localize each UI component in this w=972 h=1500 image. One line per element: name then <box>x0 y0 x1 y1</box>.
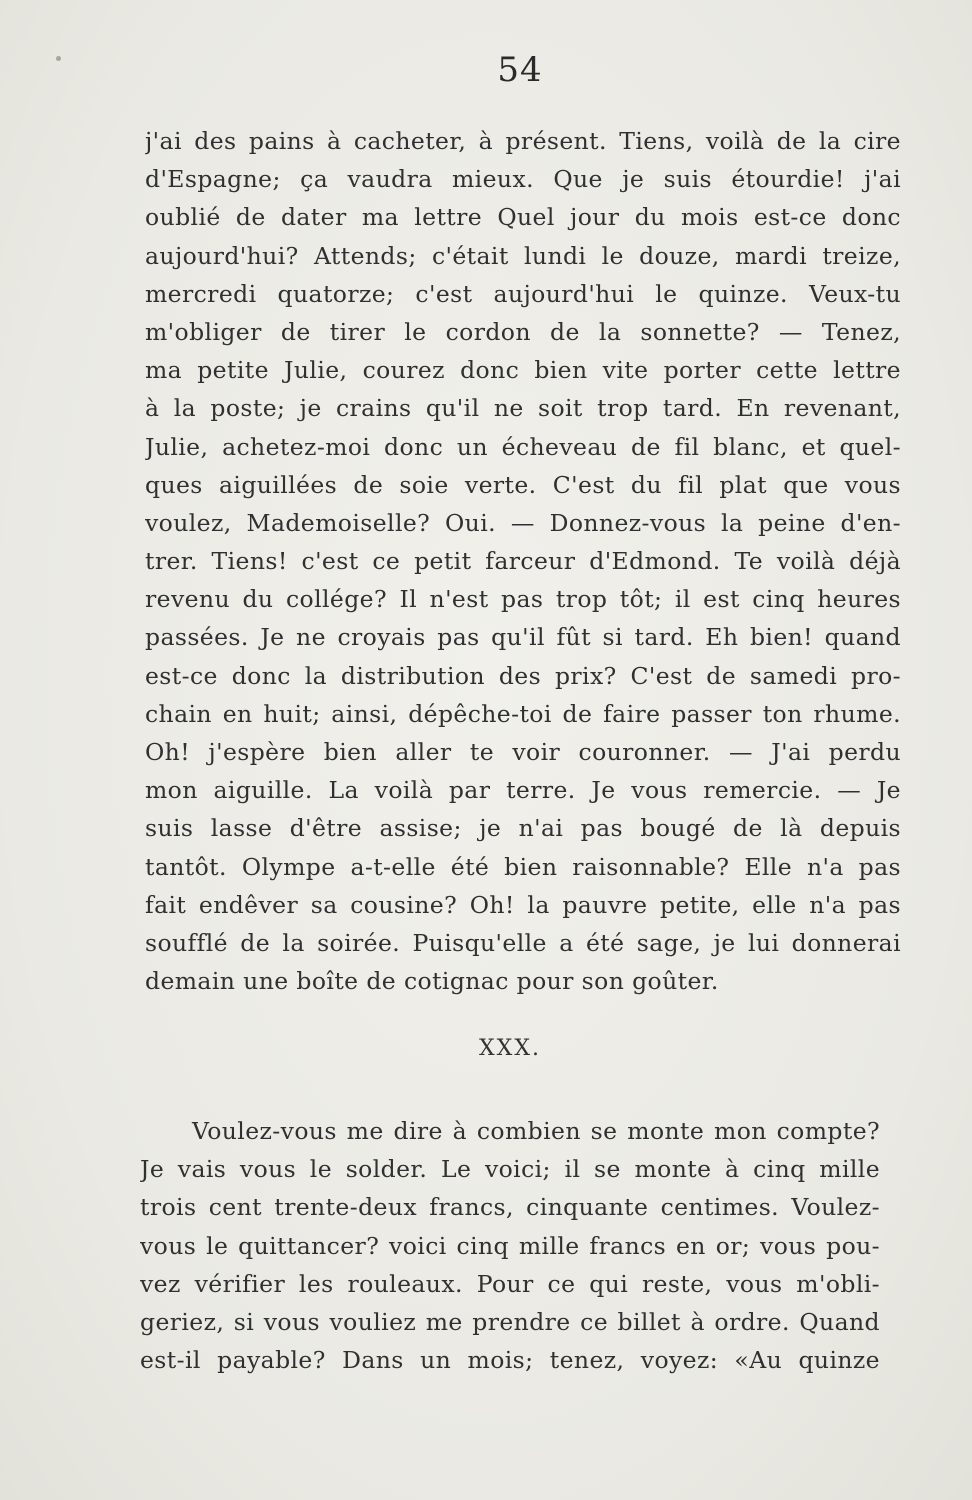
text-line: j'ai des pains à cacheter, à présent. Tiens, voilà de la cire <box>145 127 901 155</box>
text-line: demain une boîte de cotignac pour son goûter. <box>145 967 719 996</box>
text-line: passées. Je ne croyais pas qu'il fût si tard. Eh bien! quand <box>145 623 901 652</box>
text-line: ques aiguillées de soie verte. C'est du fil plat que vous <box>145 470 901 499</box>
text-line: Voulez-vous me dire à combien se monte mon compte? <box>192 1117 880 1145</box>
text-line: m'obliger de tirer le cordon de la sonnette? — Tenez, <box>145 317 901 346</box>
text-line: est-ce donc la distribution des prix? C'est de samedi pro- <box>145 661 901 690</box>
page-number: 54 <box>497 50 543 90</box>
text-line: chain en huit; ainsi, dépêche-toi de faire passer ton rhume. <box>145 699 901 728</box>
text-line: suis lasse d'être assise; je n'ai pas bougé de là depuis <box>145 814 901 843</box>
text-line: mercredi quatorze; c'est aujourd'hui le quinze. Veux-tu <box>145 279 901 308</box>
text-line: geriez, si vous vouliez me prendre ce billet à ordre. Quand <box>140 1307 880 1336</box>
text-line: est-il payable? Dans un mois; tenez, voyez: «Au quinze <box>140 1346 880 1375</box>
text-line: aujourd'hui? Attends; c'était lundi le douze, mardi treize, <box>145 241 901 270</box>
text-line: tantôt. Olympe a-t-elle été bien raisonnable? Elle n'a pas <box>145 852 901 881</box>
text-line: Oh! j'espère bien aller te voir couronner. — J'ai perdu <box>145 738 901 766</box>
text-line: d'Espagne; ça vaudra mieux. Que je suis étourdie! j'ai <box>145 165 901 194</box>
text-line: vous le quittancer? voici cinq mille francs en or; vous pou- <box>140 1231 880 1260</box>
text-line: à la poste; je crains qu'il ne soit trop tard. En revenant, <box>145 394 901 423</box>
text-line: trer. Tiens! c'est ce petit farceur d'Edmond. Te voilà déjà <box>145 547 901 576</box>
text-line: Je vais vous le solder. Le voici; il se monte à cinq mille <box>140 1155 880 1184</box>
paragraph-continued <box>145 122 901 1000</box>
text-line: revenu du collége? Il n'est pas trop tôt; il est cinq heures <box>145 585 901 614</box>
text-line: Julie, achetez-moi donc un écheveau de fil blanc, et quel- <box>145 432 901 461</box>
text-line: oublié de dater ma lettre Quel jour du mois est-ce donc <box>145 203 901 232</box>
text-line: mon aiguille. La voilà par terre. Je vous remercie. — Je <box>145 776 901 805</box>
section-heading: XXX. <box>479 1036 541 1061</box>
text-line: soufflé de la soirée. Puisqu'elle a été sage, je lui donnerai <box>145 928 901 957</box>
text-line: fait endêver sa cousine? Oh! la pauvre petite, elle n'a pas <box>145 890 901 919</box>
text-line: ma petite Julie, courez donc bien vite porter cette lettre <box>145 356 901 385</box>
text-line: voulez, Mademoiselle? Oui. — Donnez-vous la peine d'en- <box>145 508 901 537</box>
paragraph-section-xxx <box>140 1112 880 1379</box>
text-line: trois cent trente-deux francs, cinquante centimes. Voulez- <box>140 1193 880 1222</box>
text-line: vez vérifier les rouleaux. Pour ce qui reste, vous m'obli- <box>140 1269 880 1298</box>
